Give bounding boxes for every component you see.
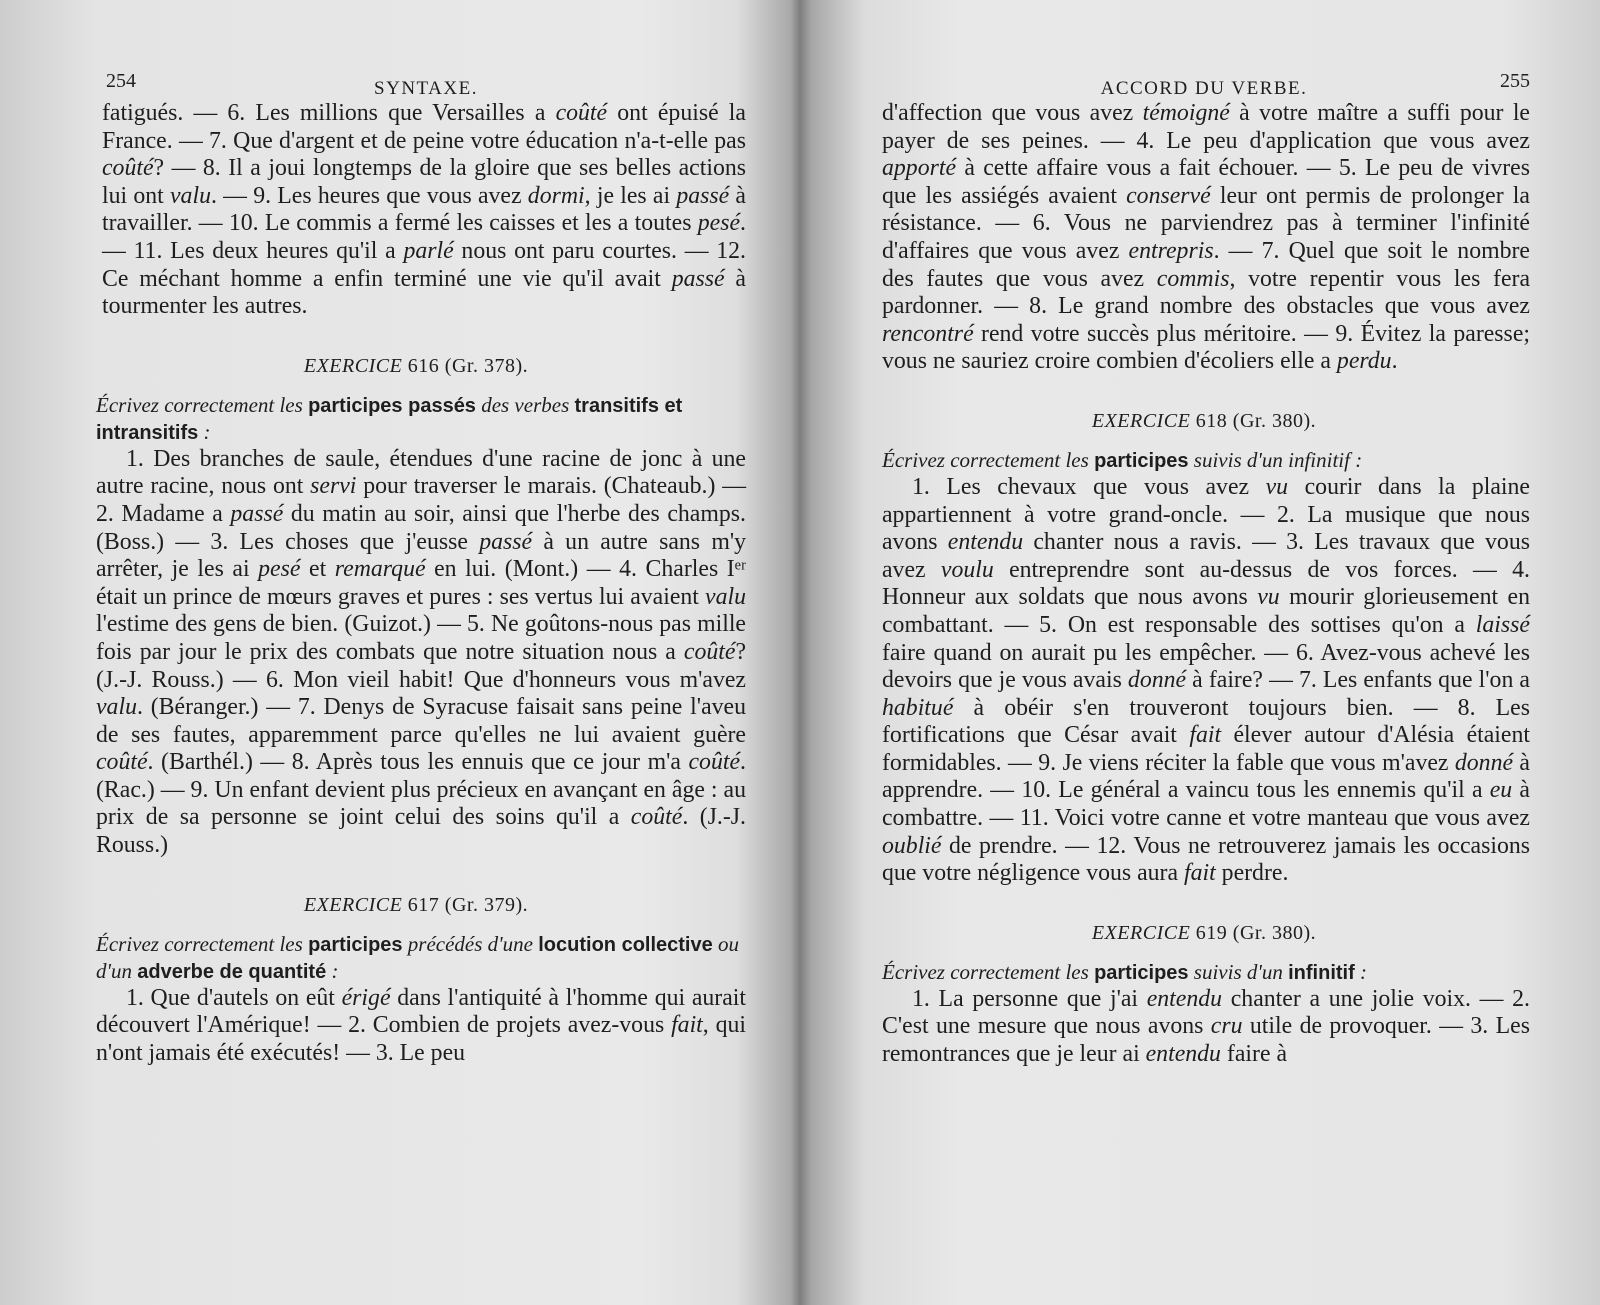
text-run: . <box>1391 348 1398 375</box>
italic-participle: Écrivez correctement les <box>96 392 309 417</box>
exercise-number: 619 <box>1195 921 1228 944</box>
page-number: 254 <box>106 70 136 92</box>
bold-term: infinitif <box>1288 961 1355 984</box>
italic-participle: : <box>1354 959 1368 984</box>
left-page <box>82 60 750 1067</box>
text-run: à combattre. — 11. Voici votre canne et votre manteau que vous avez <box>882 777 1530 832</box>
exercise-label: EXERCICE <box>1091 409 1191 432</box>
text-run: fatigués. — 6. Les millions que Versailles a <box>102 100 556 126</box>
text-run: et <box>300 556 335 583</box>
italic-participle: fait <box>671 1012 703 1039</box>
bold-term: adverbe de quantité <box>137 960 327 983</box>
exercise-body <box>96 446 746 860</box>
italic-participle: passé <box>676 182 730 209</box>
exercise-body <box>882 986 1530 1069</box>
text-run: à obéir s'en trouveront toujours bien. — 8. Les fortifications que César avait <box>882 694 1530 749</box>
text-run: à apprendre. — 10. Le général a vaincu tous les ennemis qu'il a <box>882 749 1530 804</box>
bold-term: participes passés <box>308 394 476 417</box>
italic-participle: passé <box>230 500 284 527</box>
text-run: ? (J.-J. Rouss.) — 6. Mon vieil habit! Que d'honneurs vous m'avez <box>96 638 746 693</box>
grammar-reference: (Gr. 380). <box>1232 409 1317 432</box>
italic-participle: donné <box>1127 667 1187 694</box>
text-run: ? — 8. Il a joui longtemps de la gloire que ses belles actions lui ont <box>102 155 746 209</box>
bold-term: participes <box>1094 961 1189 984</box>
italic-participle: coûté <box>630 804 683 831</box>
italic-participle: coûté <box>102 155 154 182</box>
text-run: utile de provoquer. — 3. Les remontrances que je leur ai <box>882 1013 1530 1068</box>
italic-participle: remarqué <box>334 556 426 583</box>
italic-participle: passé <box>671 265 725 292</box>
italic-participle: perdu <box>1336 348 1392 375</box>
italic-participle: conservé <box>1126 182 1211 209</box>
italic-participle: dormi <box>527 182 585 209</box>
bold-term: participes <box>308 933 403 956</box>
text-run: chanter nous a ravis. — 3. Les travaux que vous avez <box>882 529 1530 583</box>
text-run: . — 9. Les heures que vous avez <box>210 182 528 209</box>
italic-participle: habitué <box>882 694 954 721</box>
text-run: élever autour d'Alésia étaient formidables. — 9. Je viens réciter la fable que vous m'avez <box>882 722 1530 776</box>
text-run: pour traverser le marais. (Chateaub.) — 2. Madame a <box>96 473 746 527</box>
text-run: de prendre. — 12. Vous ne retrouverez jamais les occasions que votre négligence vous aura <box>882 832 1530 887</box>
italic-participle: cru <box>1210 1013 1243 1040</box>
italic-participle: pesé <box>697 210 741 237</box>
italic-participle: passé <box>479 528 533 555</box>
text-run: du matin au soir, ainsi que l'herbe des champs. (Boss.) — 3. Les choses que j'eusse <box>96 500 746 555</box>
text-run: courir dans la plaine appartiennent à votre grand-oncle. — 2. La musique que nous avons <box>882 473 1530 556</box>
exercise-616 <box>82 355 750 860</box>
italic-participle: rencontré <box>882 320 974 347</box>
bold-term: locution collective <box>538 933 713 956</box>
right-opening-paragraph <box>878 100 1530 376</box>
paragraph <box>882 100 1530 376</box>
exercise-label: EXERCICE <box>303 893 403 916</box>
text-run: perdre. <box>1215 860 1289 887</box>
text-run: ont épuisé la France. — 7. Que d'argent et de peine votre éducation n'a-t-elle pas <box>102 100 746 154</box>
italic-participle: suivis d'un <box>1188 959 1289 984</box>
text-run: à votre maître a suffi pour le payer de ses peines. — 4. Le peu d'application que vous avez <box>882 100 1530 154</box>
text-run: . (J.-J. Rouss.) <box>96 804 747 859</box>
italic-participle: : <box>326 958 339 983</box>
exercise-body <box>96 985 746 1068</box>
exercise-617 <box>82 894 750 1068</box>
text-run: . — 11. Les deux heures qu'il a <box>102 210 746 264</box>
bold-term: participes <box>1094 449 1189 472</box>
italic-participle: : <box>198 419 211 444</box>
text-run: chanter a une jolie voix. — 2. C'est une mesure que nous avons <box>882 985 1531 1040</box>
exercise-heading <box>878 922 1530 945</box>
italic-participle: eu <box>1489 777 1513 804</box>
exercise-number: 617 <box>407 893 440 916</box>
italic-participle: apporté <box>882 155 957 182</box>
page-number: 255 <box>1500 70 1530 92</box>
italic-participle: commis <box>1156 265 1230 292</box>
italic-participle: parlé <box>403 237 454 264</box>
paragraph <box>102 100 746 321</box>
italic-participle: coûté <box>96 749 148 776</box>
text-run: en lui. (Mont.) — 4. Charles Iᵉʳ était un prince de mœurs graves et pures : ses vertus lui avaient <box>96 556 746 610</box>
right-running-head <box>878 60 1530 100</box>
italic-participle: entendu <box>947 529 1024 556</box>
italic-participle: valu <box>170 182 211 209</box>
italic-participle: entendu <box>1145 1041 1221 1068</box>
text-run: entreprendre sont au-dessus de vos forces. — 4. Honneur aux soldats que nous avons <box>882 556 1530 611</box>
text-run: mourir glorieusement en combattant. — 5. On est responsable des sottises qu'on a <box>882 584 1531 638</box>
text-run: à travailler. — 10. Le commis a fermé les caisses et les a toutes <box>102 182 746 237</box>
text-run: 1. Les chevaux que vous avez <box>912 473 1266 500</box>
italic-participle: coûté <box>555 100 608 126</box>
italic-participle: oublié <box>882 832 942 859</box>
text-run: 1. Des branches de saule, étendues d'une racine de jonc à une autre racine, nous ont <box>96 445 746 500</box>
text-run: à tourmenter les autres. <box>102 265 746 320</box>
italic-participle: Écrivez correctement les <box>96 931 309 956</box>
italic-participle: fait <box>1189 722 1222 749</box>
exercise-body <box>882 474 1530 888</box>
exercise-heading <box>82 355 750 378</box>
exercise-number: 618 <box>1195 409 1228 432</box>
text-run: , qui n'ont jamais été exécutés! — 3. Le peu <box>96 1012 746 1066</box>
exercise-heading <box>82 894 750 917</box>
text-run: à un autre sans m'y arrêter, je les ai <box>96 528 747 583</box>
bold-term: transitifs et intransitifs <box>96 394 683 444</box>
italic-participle: servi <box>310 473 357 500</box>
grammar-reference: (Gr. 379). <box>444 893 529 916</box>
italic-participle: fait <box>1183 860 1216 887</box>
text-run: l'estime des gens de bien. (Guizot.) — 5. Ne goûtons-nous pas mille fois par jour le prix des combats que notre situation nous a <box>96 611 746 665</box>
text-run: , je les ai <box>584 182 677 209</box>
italic-participle: entrepris <box>1128 237 1214 264</box>
italic-participle: vu <box>1257 584 1280 611</box>
italic-participle: pesé <box>258 556 301 583</box>
exercise-number: 616 <box>407 354 440 377</box>
italic-participle: voulu <box>940 556 994 583</box>
text-run: 1. Que d'autels on eût <box>126 984 342 1011</box>
italic-participle: valu <box>705 583 746 610</box>
exercise-label: EXERCICE <box>1091 921 1191 944</box>
italic-participle: ou d'un <box>96 931 739 983</box>
text-run: 1. La personne que j'ai <box>912 985 1147 1012</box>
text-run: , votre repentir vous les fera pardonner. — 8. Le grand nombre des obstacles que vous avez <box>882 265 1531 320</box>
text-run: leur ont permis de prolonger la résistance. — 6. Vous ne parviendrez pas à terminer l'infinité d'affaires que vous avez <box>882 182 1530 264</box>
text-run: dans l'antiquité à l'homme qui aurait découvert l'Amérique! — 2. Combien de projets avez-vous <box>96 984 746 1039</box>
italic-participle: érigé <box>341 984 391 1011</box>
italic-participle: des verbes <box>475 392 575 417</box>
text-run: faire quand on aurait pu les empêcher. — 6. Avez-vous achevé les devoirs que je vous avais <box>882 639 1530 694</box>
text-run: nous ont paru courtes. — 12. Ce méchant homme a enfin terminé une vie qu'il avait <box>102 237 746 292</box>
italic-participle: Écrivez correctement les <box>882 447 1095 472</box>
italic-participle: laissé <box>1475 611 1530 638</box>
grammar-reference: (Gr. 378). <box>444 354 529 377</box>
text-run: . (Barthél.) — 8. Après tous les ennuis que ce jour m'a <box>147 749 689 776</box>
text-run: à cette affaire vous a fait échouer. — 5. Le peu de vivres que les assiégés avaient <box>882 155 1530 209</box>
exercise-619 <box>878 922 1530 1069</box>
exercise-618 <box>878 410 1530 888</box>
left-opening-paragraph <box>82 100 750 321</box>
italic-participle: vu <box>1265 473 1289 500</box>
exercise-instruction <box>882 447 1530 474</box>
italic-participle: coûté <box>683 638 736 665</box>
text-run: rend votre succès plus méritoire. — 9. Évitez la paresse; vous ne sauriez croire combien d'écoliers elle a <box>882 320 1530 375</box>
exercise-heading <box>878 410 1530 433</box>
right-page <box>878 60 1530 1069</box>
text-run: à faire? — 7. Les enfants que l'on a <box>1186 667 1530 694</box>
exercise-label: EXERCICE <box>303 354 403 377</box>
text-run: . — 7. Quel que soit le nombre des fautes que vous avez <box>882 237 1530 292</box>
italic-participle: coûté <box>688 749 741 776</box>
exercise-instruction <box>96 931 746 985</box>
exercise-instruction <box>882 959 1530 986</box>
text-run: d'affection que vous avez <box>882 100 1143 126</box>
italic-participle: Écrivez correctement les <box>882 959 1095 984</box>
grammar-reference: (Gr. 380). <box>1232 921 1317 944</box>
italic-participle: donné <box>1454 749 1514 776</box>
left-running-head <box>82 60 750 100</box>
italic-participle: précédés d'une <box>402 931 539 956</box>
text-run: . (Rac.) — 9. Un enfant devient plus précieux en avançant en âge : au prix de sa personne se joint celui des soins qu'il a <box>96 749 746 831</box>
exercise-instruction <box>96 392 746 446</box>
text-run: faire à <box>1220 1041 1288 1068</box>
italic-participle: valu <box>96 694 137 721</box>
italic-participle: témoigné <box>1142 100 1230 126</box>
text-run: . (Béranger.) — 7. Denys de Syracuse faisait sans peine l'aveu de ses fautes, apparemment parce qu'elles ne lui avaient guère <box>96 694 746 748</box>
running-title: ACCORD DU VERBE. <box>1100 78 1308 99</box>
italic-participle: entendu <box>1146 985 1223 1012</box>
italic-participle: suivis d'un infinitif : <box>1188 447 1363 472</box>
running-title: SYNTAXE. <box>374 78 478 99</box>
